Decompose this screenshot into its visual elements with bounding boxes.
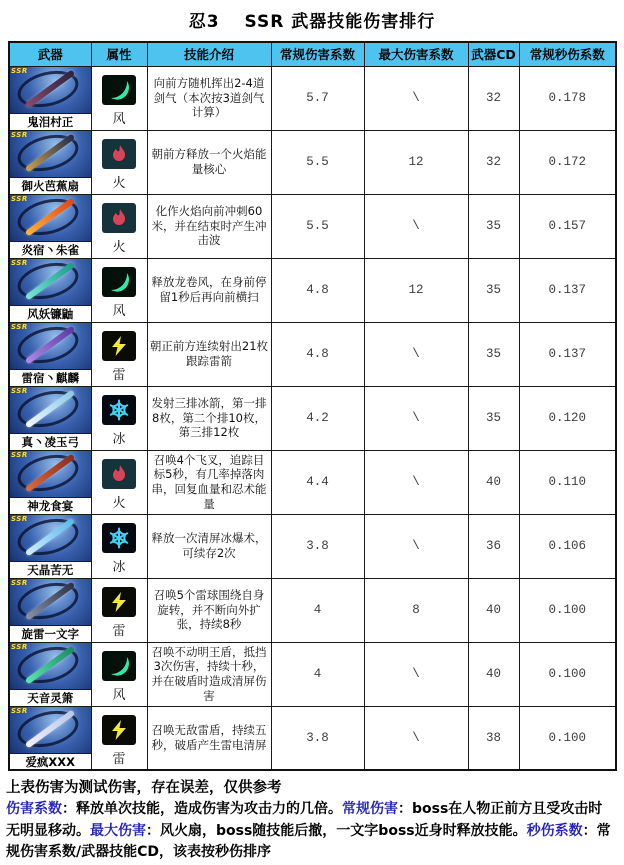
weapon-icon [10, 707, 91, 753]
weapon-cd: 40 [468, 578, 519, 642]
weapon-cell [9, 66, 91, 130]
max-damage-coefficient: \ [364, 322, 468, 386]
ssr-badge: SSR [11, 706, 28, 715]
weapon-cell [9, 322, 91, 386]
weapon-cell [9, 386, 91, 450]
table-row [9, 706, 616, 770]
table-row [9, 258, 616, 322]
weapon-name: 炎宿丶朱雀 [10, 241, 91, 257]
max-damage-coefficient: \ [364, 706, 468, 770]
weapon-cell [9, 578, 91, 642]
weapon-name: 神龙食宴 [10, 497, 91, 513]
weapon-cell [9, 194, 91, 258]
max-damage-coefficient: \ [364, 386, 468, 450]
dps-coefficient: 0.137 [519, 322, 616, 386]
element-cell [91, 386, 147, 450]
skill-description: 释放一次清屏冰爆术，可续存2次 [147, 514, 271, 578]
element-cell [91, 450, 147, 514]
element-cell [91, 642, 147, 706]
ssr-badge: SSR [11, 67, 28, 75]
element-label: 雷 [112, 368, 126, 383]
table-row [9, 642, 616, 706]
column-header-0: 武器 [9, 42, 91, 66]
normal-damage-coefficient: 3.8 [271, 514, 364, 578]
weapon-cd: 36 [468, 514, 519, 578]
max-damage-coefficient: \ [364, 450, 468, 514]
weapon-cd: 38 [468, 706, 519, 770]
skill-description: 向前方随机挥出2-4道剑气（本次按3道剑气计算） [147, 66, 271, 130]
weapon-cd: 40 [468, 642, 519, 706]
element-label: 冰 [112, 432, 126, 447]
normal-damage-coefficient: 3.8 [271, 706, 364, 770]
weapon-icon [10, 643, 91, 689]
element-label: 火 [112, 496, 126, 511]
element-cell [91, 578, 147, 642]
ssr-badge: SSR [11, 515, 28, 523]
skill-description: 召唤无敌雷盾，持续五秒，破盾产生雷电清屏 [147, 706, 271, 770]
column-header-5: 武器CD [468, 42, 519, 66]
element-label: 火 [112, 176, 126, 191]
weapon-icon [10, 259, 91, 305]
max-damage-coefficient: 8 [364, 578, 468, 642]
footnote-disclaimer: 上表伤害为测试伤害，存在误差，仅供参考 [6, 780, 282, 796]
thunder-icon [102, 331, 136, 361]
normal-damage-coefficient: 4.8 [271, 258, 364, 322]
skill-description: 朝正前方连续射出21枚跟踪雷箭 [147, 322, 271, 386]
skill-description: 释放龙卷风，在身前停留1秒后再向前横扫 [147, 258, 271, 322]
table-row [9, 322, 616, 386]
weapon-cd: 32 [468, 66, 519, 130]
element-label: 雷 [112, 751, 126, 767]
skill-description: 召唤5个雷球围绕自身旋转，并不断向外扩张，持续8秒 [147, 578, 271, 642]
dps-coefficient: 0.100 [519, 642, 616, 706]
max-damage-coefficient: \ [364, 514, 468, 578]
normal-damage-coefficient: 4.4 [271, 450, 364, 514]
element-cell [91, 66, 147, 130]
element-label: 风 [112, 304, 126, 319]
weapon-cell [9, 258, 91, 322]
max-damage-coefficient: 12 [364, 130, 468, 194]
weapon-icon [10, 515, 91, 561]
normal-damage-coefficient: 4 [271, 578, 364, 642]
column-header-2: 技能介绍 [147, 42, 271, 66]
dps-coefficient: 0.172 [519, 130, 616, 194]
table-row [9, 194, 616, 258]
weapon-cell [9, 450, 91, 514]
weapon-cell [9, 514, 91, 578]
element-label: 雷 [112, 624, 126, 639]
weapon-damage-table [8, 41, 617, 771]
wind-icon [102, 267, 136, 297]
normal-damage-coefficient: 5.7 [271, 66, 364, 130]
ssr-badge: SSR [11, 195, 28, 203]
table-row [9, 514, 616, 578]
weapon-icon [10, 67, 91, 113]
skill-description: 朝前方释放一个火焰能量核心 [147, 130, 271, 194]
thunder-icon [102, 587, 136, 617]
normal-damage-coefficient: 4.8 [271, 322, 364, 386]
table-row [9, 450, 616, 514]
page-title: 忍3 SSR 武器技能伤害排行 [188, 12, 436, 32]
fire-icon [102, 139, 136, 169]
weapon-name: 爱疯XXX [10, 753, 91, 769]
dps-coefficient: 0.120 [519, 386, 616, 450]
skill-description: 发射三排冰箭，第一排8枚，第二个排10枚，第三排12枚 [147, 386, 271, 450]
max-damage-coefficient: \ [364, 66, 468, 130]
ssr-badge: SSR [11, 643, 28, 651]
weapon-cell [9, 130, 91, 194]
weapon-cd: 35 [468, 194, 519, 258]
element-cell [91, 130, 147, 194]
wind-icon [102, 75, 136, 105]
element-cell [91, 322, 147, 386]
table-header-row [9, 42, 616, 66]
weapon-icon [10, 451, 91, 497]
footnotes [6, 776, 616, 864]
footnote-text: ：风火扇，boss随技能后撤，一文字boss近身时释放技能。 [146, 822, 527, 839]
weapon-cell [9, 706, 91, 770]
weapon-name: 旋雷一文字 [10, 625, 91, 641]
weapon-cell [9, 642, 91, 706]
skill-description: 化作火焰向前冲刺60米，并在结束时产生冲击波 [147, 194, 271, 258]
weapon-icon [10, 131, 91, 177]
column-header-1: 属性 [91, 42, 147, 66]
footnote-text: ：常规伤害系数/武器技能CD，该表按秒伤排序 [6, 822, 611, 861]
dps-coefficient: 0.137 [519, 258, 616, 322]
table-row [9, 578, 616, 642]
column-header-3: 常规伤害系数 [271, 42, 364, 66]
table-row [9, 386, 616, 450]
dps-coefficient: 0.178 [519, 66, 616, 130]
skill-description: 召唤4个飞叉，追踪目标5秒，有几率掉落肉串，回复血量和忍术能量 [147, 450, 271, 514]
weapon-cd: 35 [468, 322, 519, 386]
dps-coefficient: 0.110 [519, 450, 616, 514]
element-cell [91, 194, 147, 258]
weapon-name: 天晶苦无 [10, 561, 91, 577]
element-label: 冰 [112, 560, 126, 575]
footnote-term: 最大伤害 [90, 822, 146, 839]
dps-coefficient: 0.100 [519, 578, 616, 642]
footnote-term: 常规伤害 [342, 801, 398, 817]
element-cell [91, 514, 147, 578]
normal-damage-coefficient: 4 [271, 642, 364, 706]
fire-icon [102, 459, 136, 489]
column-header-6: 常规秒伤系数 [519, 42, 616, 66]
ssr-badge: SSR [11, 451, 28, 459]
weapon-name: 真丶凌玉弓 [10, 433, 91, 449]
element-label: 风 [112, 112, 126, 127]
ice-icon [102, 395, 136, 425]
max-damage-coefficient: \ [364, 642, 468, 706]
max-damage-coefficient: \ [364, 194, 468, 258]
ssr-badge: SSR [11, 131, 28, 139]
thunder-icon [102, 715, 136, 745]
skill-description: 召唤不动明王盾，抵挡3次伤害，持续十秒，并在破盾时造成清屏伤害 [147, 642, 271, 706]
ssr-badge: SSR [11, 259, 28, 267]
footnote-term: 伤害系数 [6, 801, 62, 817]
footnote-text: ：boss在人物正前方且受攻击时无明显移动。 [6, 801, 603, 839]
weapon-icon [10, 387, 91, 433]
normal-damage-coefficient: 5.5 [271, 130, 364, 194]
footnote-definitions [6, 799, 616, 864]
dps-coefficient: 0.100 [519, 706, 616, 770]
max-damage-coefficient: 12 [364, 258, 468, 322]
table-row [9, 66, 616, 130]
weapon-name: 风妖镰鼬 [10, 305, 91, 321]
normal-damage-coefficient: 4.2 [271, 386, 364, 450]
weapon-cd: 35 [468, 386, 519, 450]
weapon-name: 御火芭蕉扇 [10, 177, 91, 193]
normal-damage-coefficient: 5.5 [271, 194, 364, 258]
dps-coefficient: 0.157 [519, 194, 616, 258]
weapon-icon [10, 579, 91, 625]
ice-icon [102, 523, 136, 553]
ssr-badge: SSR [11, 579, 28, 587]
column-header-4: 最大伤害系数 [364, 42, 468, 66]
table-row [9, 130, 616, 194]
weapon-name: 鬼泪村正 [10, 113, 91, 129]
element-cell [91, 706, 147, 770]
element-label: 风 [112, 688, 126, 703]
weapon-cd: 40 [468, 450, 519, 514]
dps-coefficient: 0.106 [519, 514, 616, 578]
weapon-cd: 32 [468, 130, 519, 194]
fire-icon [102, 203, 136, 233]
ssr-badge: SSR [11, 387, 28, 395]
weapon-name: 天音灵箫 [10, 689, 91, 705]
footnote-text: ：释放单次技能，造成伤害为攻击力的几倍。 [62, 801, 342, 817]
weapon-name: 雷宿丶麒麟 [10, 369, 91, 385]
element-cell [91, 258, 147, 322]
weapon-cd: 35 [468, 258, 519, 322]
footnote-term: 秒伤系数 [526, 822, 583, 839]
ssr-badge: SSR [11, 323, 28, 331]
weapon-icon [10, 195, 91, 241]
weapon-icon [10, 323, 91, 369]
wind-icon [102, 651, 136, 681]
element-label: 火 [112, 240, 126, 255]
